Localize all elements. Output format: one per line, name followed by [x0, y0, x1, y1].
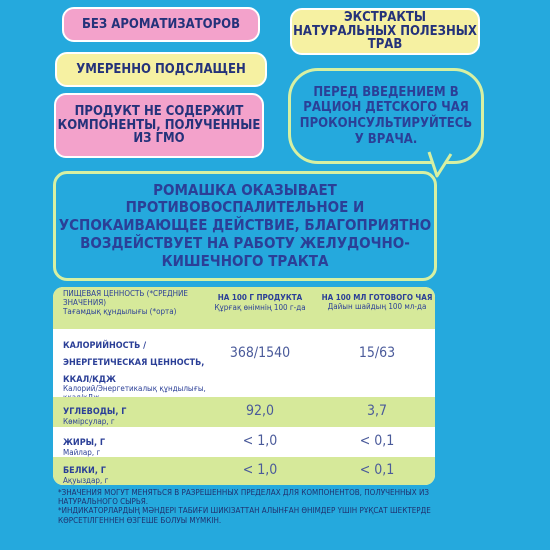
nutrition-header-row	[53, 287, 435, 329]
value-per-100ml: < 0,1	[359, 462, 395, 478]
row-label-kz: Калорий/Энергетикалық құндылығы,	[63, 384, 206, 394]
value-per-100g: < 1,0	[242, 433, 278, 449]
value-per-100ml: < 0,1	[359, 433, 395, 449]
footnote	[58, 488, 438, 525]
table-row	[53, 457, 435, 485]
col-per-100ml-header	[319, 293, 435, 311]
badge-no-flavors: БЕЗ АРОМАТИЗАТОРОВ	[62, 7, 260, 42]
doctor-note-text: ПЕРЕД ВВЕДЕНИЕМ В РАЦИОН ДЕТСКОГО ЧАЯ ПРОКОНСУЛЬТИРУЙТЕСЬ У ВРАЧА.	[299, 84, 473, 147]
row-label	[63, 335, 213, 402]
value-per-100g: 368/1540	[229, 345, 291, 361]
row-label	[63, 432, 105, 457]
row-label-ru: ЖИРЫ, Г	[63, 438, 106, 448]
row-label-ru: БЕЛКИ, Г	[63, 466, 106, 476]
value-per-100ml: 3,7	[366, 403, 388, 419]
row-label-kz: Ақуыздар, г	[63, 475, 109, 485]
badge-no-gmo: ПРОДУКТ НЕ СОДЕРЖИТ КОМПОНЕНТЫ, ПОЛУЧЕННЫЕ ИЗ ГМО	[54, 93, 264, 158]
col-per-100g-header	[201, 293, 319, 314]
col1-kz: Құрғақ өнімнің 100 г-да	[214, 303, 306, 313]
footnote-kz: *ИНДИКАТОРЛАРДЫҢ МӘНДЕРІ ТАБИҒИ ШИКІЗАТТАН АЛЫНҒАН ӨНІМДЕР ҮШІН РҰҚСАТ ШЕКТЕРДЕ КӨРСЕТІЛГЕННЕН ӨЗГЕШЕ БОЛУЫ МҮМКІН.	[58, 506, 431, 525]
row-label	[63, 401, 126, 426]
row-label-ru: КАЛОРИЙНОСТЬ /ЭНЕРГЕТИЧЕСКАЯ ЦЕННОСТЬ, ККАЛ/КДЖ	[63, 341, 205, 385]
col1-ru: НА 100 Г ПРОДУКТА	[217, 293, 303, 302]
row-label	[63, 460, 108, 485]
table-row	[53, 429, 435, 455]
chamomile-info-box	[53, 171, 437, 281]
header-ru: ПИЩЕВАЯ ЦЕННОСТЬ (*СРЕДНИЕ ЗНАЧЕНИЯ)	[63, 289, 188, 308]
footnote-ru: *ЗНАЧЕНИЯ МОГУТ МЕНЯТЬСЯ В РАЗРЕШЕННЫХ ПРЕДЕЛАХ ДЛЯ КОМПОНЕНТОВ, ПОЛУЧЕННЫХ ИЗ НАТУРАЛЬНОГО СЫРЬЯ.	[58, 488, 429, 507]
chamomile-info-text: РОМАШКА ОКАЗЫВАЕТ ПРОТИВОВОСПАЛИТЕЛЬНОЕ И УСПОКАИВАЮЩЕЕ ДЕЙСТВИЕ, БЛАГОПРИЯТНО ВОЗДЕЙСТВУЕТ НА РАБОТУ ЖЕЛУДОЧНО-КИШЕЧНОГО ТРАКТА	[58, 180, 432, 270]
nutrition-header-label	[63, 289, 198, 317]
row-label-ru: УГЛЕВОДЫ, Г	[63, 407, 127, 417]
badge-herb-extracts: ЭКСТРАКТЫ НАТУРАЛЬНЫХ ПОЛЕЗНЫХ ТРАВ	[290, 8, 480, 55]
value-per-100g: 92,0	[245, 403, 275, 419]
row-label-kz: Майлар, г	[63, 447, 101, 457]
col2-kz: Дайын шайдың 100 мл-да	[327, 302, 427, 312]
nutrition-table	[53, 287, 435, 485]
value-per-100g: < 1,0	[242, 462, 278, 478]
value-per-100ml: 15/63	[358, 345, 396, 361]
header-kz: Тағамдық құндылығы (*орта)	[63, 307, 177, 317]
row-label-kz: Көмірсулар, г	[63, 416, 115, 426]
col2-ru: НА 100 МЛ ГОТОВОГО ЧАЯ	[321, 293, 433, 302]
table-row	[53, 329, 435, 394]
table-row	[53, 397, 435, 427]
badge-moderately-sweetened: УМЕРЕННО ПОДСЛАЩЕН	[55, 52, 267, 87]
